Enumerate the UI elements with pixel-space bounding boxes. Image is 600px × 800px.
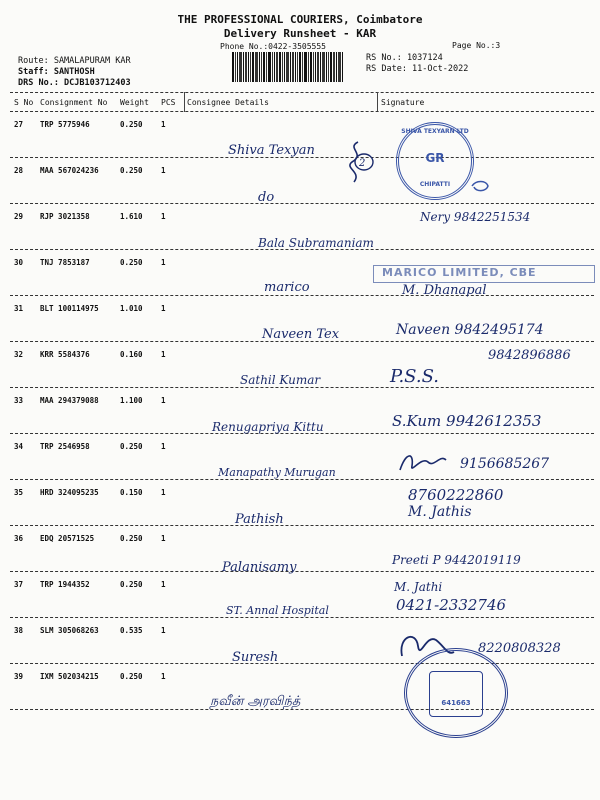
barcode-bar xyxy=(333,52,335,82)
row-pcs: 1 xyxy=(161,350,166,359)
barcode-bar xyxy=(232,52,234,82)
header-top-rule xyxy=(10,92,594,93)
row-weight: 0.250 xyxy=(120,672,143,681)
barcode-bar xyxy=(286,52,289,82)
barcode-bar xyxy=(310,52,312,82)
row-weight: 1.610 xyxy=(120,212,143,221)
staff-label: Staff: SANTHOSH xyxy=(18,67,95,77)
col-sno: S No xyxy=(14,98,34,107)
row-divider xyxy=(10,203,594,204)
consignee-handwriting: நவீன் அரவிந்த் xyxy=(210,694,301,709)
runsheet-subtitle: Delivery Runsheet - KAR xyxy=(223,27,377,40)
route-label: Route: SAMALAPURAM KAR xyxy=(18,56,131,66)
row-divider xyxy=(10,663,594,664)
row-weight: 0.160 xyxy=(120,350,143,359)
row-weight: 0.250 xyxy=(120,580,143,589)
row-sno: 32 xyxy=(14,350,24,359)
row-divider xyxy=(10,709,594,710)
col-signature: Signature xyxy=(381,98,425,107)
svg-text:2: 2 xyxy=(359,158,366,169)
handwritten-mark xyxy=(340,138,380,190)
barcode-bar xyxy=(279,52,281,82)
column-divider xyxy=(184,92,185,112)
barcode-bar xyxy=(235,52,236,82)
barcode-bar xyxy=(315,52,316,82)
row-consignment-no: HRD 324095235 xyxy=(40,488,99,497)
barcode-bar xyxy=(252,52,254,82)
row-pcs: 1 xyxy=(161,396,166,405)
barcode-bar xyxy=(266,52,267,82)
row-consignment-no: KRR 5584376 xyxy=(40,350,90,359)
signature: P.S.S. xyxy=(390,366,440,387)
barcode-bar xyxy=(274,52,275,82)
col-consignment: Consignment No xyxy=(40,98,108,107)
row-sno: 34 xyxy=(14,442,24,451)
barcode-bar xyxy=(295,52,296,82)
barcode-bar xyxy=(255,52,258,82)
header-bottom-rule xyxy=(10,111,594,112)
row-consignment-no: MAA 294379088 xyxy=(40,396,99,405)
page-number: Page No.:3 xyxy=(452,41,501,50)
consignee-handwriting: Suresh xyxy=(232,650,279,665)
col-weight: Weight xyxy=(120,98,149,107)
barcode-bar xyxy=(259,52,260,82)
signature: 8760222860 xyxy=(408,486,504,504)
signature: S.Kum 9942612353 xyxy=(392,412,542,430)
barcode-bar xyxy=(342,52,343,82)
row-pcs: 1 xyxy=(161,488,166,497)
signature: 8220808328 xyxy=(478,641,561,656)
row-divider xyxy=(10,479,594,480)
row-consignment-no: TRP 2546958 xyxy=(40,442,90,451)
row-consignment-no: RJP 3021358 xyxy=(40,212,90,221)
signature: M. Jathi xyxy=(394,580,443,594)
row-weight: 0.250 xyxy=(120,442,143,451)
col-consignee: Consignee Details xyxy=(187,98,269,107)
barcode-bar xyxy=(272,52,273,82)
barcode-bar xyxy=(297,52,298,82)
barcode-bar xyxy=(313,52,314,82)
row-divider xyxy=(10,525,594,526)
barcode-bar xyxy=(290,52,291,82)
row-pcs: 1 xyxy=(161,120,166,129)
row-pcs: 1 xyxy=(161,442,166,451)
consignee-handwriting: Manapathy Murugan xyxy=(218,466,336,479)
barcode-bar xyxy=(322,52,325,82)
row-sno: 39 xyxy=(14,672,24,681)
row-sno: 28 xyxy=(14,166,24,175)
barcode-bar xyxy=(243,52,244,82)
row-pcs: 1 xyxy=(161,212,166,221)
row-pcs: 1 xyxy=(161,534,166,543)
row-sno: 27 xyxy=(14,120,24,129)
marico-stamp: MARICO LIMITED, CBE xyxy=(373,265,595,283)
consignee-handwriting: do xyxy=(258,190,275,205)
row-pcs: 1 xyxy=(161,580,166,589)
round-stamp: 641663 xyxy=(404,648,508,738)
barcode-bar xyxy=(250,52,251,82)
signature: M. Jathis xyxy=(408,504,472,520)
signature: Preeti P 9442019119 xyxy=(392,553,521,567)
row-pcs: 1 xyxy=(161,626,166,635)
row-sno: 33 xyxy=(14,396,24,405)
row-divider xyxy=(10,295,594,296)
row-divider xyxy=(10,617,594,618)
barcode-bar xyxy=(302,52,303,82)
barcode-bar xyxy=(263,52,265,82)
barcode-bar xyxy=(308,52,309,82)
signature: 9156685267 xyxy=(460,456,550,472)
barcode-bar xyxy=(328,52,329,82)
rs-date: RS Date: 11-Oct-2022 xyxy=(366,64,469,74)
signature: 0421-2332746 xyxy=(396,596,507,614)
barcode-bar xyxy=(292,52,294,82)
row-pcs: 1 xyxy=(161,672,166,681)
col-pcs: PCS xyxy=(161,98,176,107)
consignee-handwriting: Shiva Texyan xyxy=(228,143,315,158)
phone-number: Phone No.:0422-3505555 xyxy=(220,42,326,51)
consignee-handwriting: Bala Subramaniam xyxy=(258,236,374,250)
row-sno: 31 xyxy=(14,304,24,313)
consignee-handwriting: Pathish xyxy=(235,512,284,527)
barcode-bar xyxy=(276,52,278,82)
drs-number: DRS No.: DCJB103712403 xyxy=(18,78,131,88)
signature: M. Dhanapal xyxy=(402,283,487,298)
barcode-bar xyxy=(336,52,337,82)
barcode-bar xyxy=(282,52,283,82)
stamp-mark xyxy=(470,178,492,194)
row-consignment-no: MAA 567024236 xyxy=(40,166,99,175)
row-divider xyxy=(10,571,594,572)
consignee-handwriting: Palanisamy xyxy=(222,560,297,575)
row-weight: 0.250 xyxy=(120,258,143,267)
consignee-handwriting: marico xyxy=(264,280,310,295)
row-consignment-no: EDQ 20571525 xyxy=(40,534,95,543)
signature: Naveen 9842495174 xyxy=(396,322,544,338)
row-sno: 38 xyxy=(14,626,24,635)
barcode-bar xyxy=(248,52,249,82)
row-sno: 37 xyxy=(14,580,24,589)
barcode xyxy=(232,52,360,82)
row-consignment-no: TRP 1944352 xyxy=(40,580,90,589)
signature: 9842896886 xyxy=(488,348,571,363)
row-consignment-no: TNJ 7853187 xyxy=(40,258,90,267)
barcode-bar xyxy=(320,52,321,82)
row-weight: 0.250 xyxy=(120,166,143,175)
barcode-bar xyxy=(261,52,262,82)
column-divider xyxy=(377,92,378,112)
barcode-bar xyxy=(237,52,238,82)
row-sno: 36 xyxy=(14,534,24,543)
barcode-bar xyxy=(268,52,271,82)
row-consignment-no: SLM 305068263 xyxy=(40,626,99,635)
barcode-bar xyxy=(245,52,247,82)
row-consignment-no: TRP 5775946 xyxy=(40,120,90,129)
row-weight: 1.100 xyxy=(120,396,143,405)
consignee-handwriting: Naveen Tex xyxy=(262,327,340,342)
barcode-bar xyxy=(326,52,327,82)
row-consignment-no: IXM 502034215 xyxy=(40,672,99,681)
rs-number: RS No.: 1037124 xyxy=(366,53,443,63)
barcode-bar xyxy=(330,52,332,82)
signature-scribble xyxy=(396,448,450,478)
row-sno: 29 xyxy=(14,212,24,221)
consignee-handwriting: Sathil Kumar xyxy=(240,373,321,387)
row-weight: 1.010 xyxy=(120,304,143,313)
row-sno: 35 xyxy=(14,488,24,497)
row-weight: 0.150 xyxy=(120,488,143,497)
row-pcs: 1 xyxy=(161,166,166,175)
row-weight: 0.535 xyxy=(120,626,143,635)
barcode-bar xyxy=(284,52,285,82)
barcode-bar xyxy=(304,52,307,82)
company-stamp: SHIVA TEXYARN LTD GR CHIPATTI xyxy=(396,122,474,200)
barcode-bar xyxy=(338,52,341,82)
consignee-handwriting: ST. Annal Hospital xyxy=(226,604,329,617)
row-weight: 0.250 xyxy=(120,534,143,543)
barcode-bar xyxy=(317,52,319,82)
row-divider xyxy=(10,387,594,388)
consignee-handwriting: Renugapriya Kittu xyxy=(212,420,324,434)
row-pcs: 1 xyxy=(161,304,166,313)
row-weight: 0.250 xyxy=(120,120,143,129)
row-pcs: 1 xyxy=(161,258,166,267)
row-sno: 30 xyxy=(14,258,24,267)
barcode-bar xyxy=(299,52,301,82)
barcode-bar xyxy=(239,52,242,82)
row-consignment-no: BLT 100114975 xyxy=(40,304,99,313)
runsheet-title: THE PROFESSIONAL COURIERS, Coimbatore xyxy=(177,13,423,26)
signature: Nery 9842251534 xyxy=(420,210,531,224)
